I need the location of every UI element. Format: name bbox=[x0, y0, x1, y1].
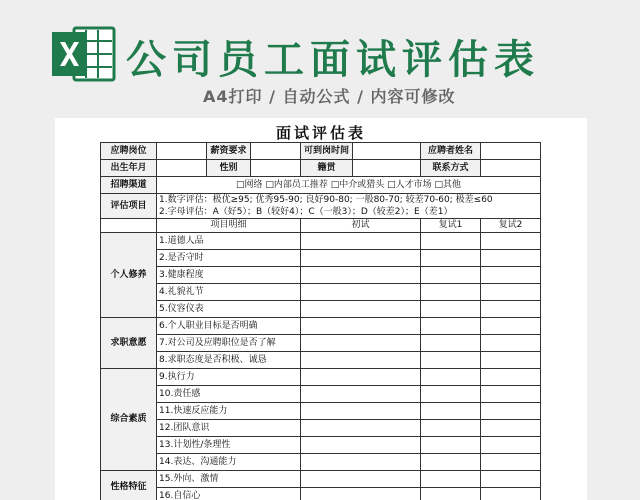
second-score-cell[interactable] bbox=[421, 318, 481, 335]
available-date-cell[interactable] bbox=[353, 143, 421, 160]
table-row bbox=[101, 318, 541, 335]
applicant-name-label: 应聘者姓名 bbox=[421, 143, 481, 160]
third-score-cell[interactable] bbox=[481, 352, 541, 369]
hometown-label: 籍贯 bbox=[301, 160, 353, 177]
item-label: 12.团队意识 bbox=[157, 420, 301, 437]
first-score-cell[interactable] bbox=[301, 284, 421, 301]
item-label: 15.外向、激情 bbox=[157, 471, 301, 488]
second-score-cell[interactable] bbox=[421, 420, 481, 437]
second-score-cell[interactable] bbox=[421, 386, 481, 403]
first-score-cell[interactable] bbox=[301, 250, 421, 267]
third-score-cell[interactable] bbox=[481, 403, 541, 420]
first-score-cell[interactable] bbox=[301, 454, 421, 471]
item-label: 3.健康程度 bbox=[157, 267, 301, 284]
interview-form-table bbox=[100, 142, 541, 500]
third-score-cell[interactable] bbox=[481, 267, 541, 284]
third-score-cell[interactable] bbox=[481, 386, 541, 403]
table-row bbox=[101, 267, 541, 284]
first-score-cell[interactable] bbox=[301, 437, 421, 454]
second-score-cell[interactable] bbox=[421, 369, 481, 386]
second-score-cell[interactable] bbox=[421, 471, 481, 488]
birth-cell[interactable] bbox=[157, 160, 207, 177]
item-label: 7.对公司及应聘职位是否了解 bbox=[157, 335, 301, 352]
header-detail: 项目明细 bbox=[157, 219, 301, 233]
table-row bbox=[101, 403, 541, 420]
table-row bbox=[101, 437, 541, 454]
item-label: 16.自信心 bbox=[157, 488, 301, 500]
second-score-cell[interactable] bbox=[421, 454, 481, 471]
first-score-cell[interactable] bbox=[301, 301, 421, 318]
group-label: 求职意愿 bbox=[101, 318, 157, 369]
item-label: 2.是否守时 bbox=[157, 250, 301, 267]
channel-label: 招聘渠道 bbox=[101, 177, 157, 194]
page-title: 公司员工面试评估表 bbox=[126, 37, 540, 83]
item-label: 9.执行力 bbox=[157, 369, 301, 386]
eval-rule-1: 1.数字评估：极优≥95; 优秀95-90; 良好90-80; 一般80-70; 较差70-60; 极差≤60 bbox=[157, 194, 541, 207]
contact-label: 联系方式 bbox=[421, 160, 481, 177]
eval-label: 评估项目 bbox=[101, 194, 157, 219]
first-score-cell[interactable] bbox=[301, 352, 421, 369]
second-score-cell[interactable] bbox=[421, 403, 481, 420]
second-score-cell[interactable] bbox=[421, 250, 481, 267]
excel-icon bbox=[52, 24, 116, 84]
spreadsheet-preview bbox=[55, 118, 587, 500]
applicant-name-cell[interactable] bbox=[481, 143, 541, 160]
first-score-cell[interactable] bbox=[301, 471, 421, 488]
gender-cell[interactable] bbox=[251, 160, 301, 177]
third-score-cell[interactable] bbox=[481, 233, 541, 250]
first-score-cell[interactable] bbox=[301, 267, 421, 284]
item-label: 13.计划性/条理性 bbox=[157, 437, 301, 454]
group-label: 综合素质 bbox=[101, 369, 157, 471]
hometown-cell[interactable] bbox=[353, 160, 421, 177]
third-score-cell[interactable] bbox=[481, 318, 541, 335]
third-score-cell[interactable] bbox=[481, 335, 541, 352]
header-second-1: 复试1 bbox=[421, 219, 481, 233]
third-score-cell[interactable] bbox=[481, 471, 541, 488]
second-score-cell[interactable] bbox=[421, 352, 481, 369]
table-row bbox=[101, 454, 541, 471]
position-cell[interactable] bbox=[157, 143, 207, 160]
gender-label: 性别 bbox=[207, 160, 251, 177]
table-row bbox=[101, 369, 541, 386]
second-score-cell[interactable] bbox=[421, 267, 481, 284]
birth-label: 出生年月 bbox=[101, 160, 157, 177]
header-row bbox=[101, 219, 541, 233]
first-score-cell[interactable] bbox=[301, 386, 421, 403]
table-row bbox=[101, 335, 541, 352]
table-row bbox=[101, 386, 541, 403]
second-score-cell[interactable] bbox=[421, 284, 481, 301]
third-score-cell[interactable] bbox=[481, 284, 541, 301]
first-score-cell[interactable] bbox=[301, 233, 421, 250]
form-row-1 bbox=[101, 143, 541, 160]
item-label: 5.仪容仪表 bbox=[157, 301, 301, 318]
item-label: 8.求职态度是否积极、诚恳 bbox=[157, 352, 301, 369]
eval-row-1 bbox=[101, 194, 541, 207]
third-score-cell[interactable] bbox=[481, 250, 541, 267]
form-row-2 bbox=[101, 160, 541, 177]
page-subtitle: A4打印 / 自动公式 / 内容可修改 bbox=[203, 87, 456, 106]
item-label: 11.快速反应能力 bbox=[157, 403, 301, 420]
third-score-cell[interactable] bbox=[481, 369, 541, 386]
eval-row-2 bbox=[101, 206, 541, 219]
group-label: 个人修养 bbox=[101, 233, 157, 318]
table-row bbox=[101, 352, 541, 369]
channel-row bbox=[101, 177, 541, 194]
table-row bbox=[101, 471, 541, 488]
second-score-cell[interactable] bbox=[421, 488, 481, 500]
table-row bbox=[101, 420, 541, 437]
second-score-cell[interactable] bbox=[421, 335, 481, 352]
item-label: 1.道德人品 bbox=[157, 233, 301, 250]
second-score-cell[interactable] bbox=[421, 437, 481, 454]
first-score-cell[interactable] bbox=[301, 318, 421, 335]
first-score-cell[interactable] bbox=[301, 403, 421, 420]
sheet-title: 面试评估表 bbox=[275, 124, 366, 142]
second-score-cell[interactable] bbox=[421, 301, 481, 318]
first-score-cell[interactable] bbox=[301, 369, 421, 386]
third-score-cell[interactable] bbox=[481, 488, 541, 500]
table-row bbox=[101, 250, 541, 267]
first-score-cell[interactable] bbox=[301, 488, 421, 500]
table-row bbox=[101, 233, 541, 250]
banner bbox=[0, 0, 640, 118]
item-label: 10.责任感 bbox=[157, 386, 301, 403]
header-first: 初试 bbox=[301, 219, 421, 233]
table-row bbox=[101, 488, 541, 500]
eval-rule-2: 2.字母评估：A（好5）；B（较好4）；C（一般3）；D（较差2）；E（差1） bbox=[157, 206, 541, 219]
item-label: 14.表达、沟通能力 bbox=[157, 454, 301, 471]
available-date-label: 可到岗时间 bbox=[301, 143, 353, 160]
header-blank bbox=[101, 219, 157, 233]
second-score-cell[interactable] bbox=[421, 233, 481, 250]
group-label: 性格特征 bbox=[101, 471, 157, 500]
header-second-2: 复试2 bbox=[481, 219, 541, 233]
salary-cell[interactable] bbox=[251, 143, 301, 160]
table-row bbox=[101, 301, 541, 318]
third-score-cell[interactable] bbox=[481, 454, 541, 471]
first-score-cell[interactable] bbox=[301, 335, 421, 352]
first-score-cell[interactable] bbox=[301, 420, 421, 437]
salary-label: 薪资要求 bbox=[207, 143, 251, 160]
contact-cell[interactable] bbox=[481, 160, 541, 177]
item-label: 4.礼貌礼节 bbox=[157, 284, 301, 301]
position-label: 应聘岗位 bbox=[101, 143, 157, 160]
table-row bbox=[101, 284, 541, 301]
evaluation-groups bbox=[101, 233, 541, 500]
item-label: 6.个人职业目标是否明确 bbox=[157, 318, 301, 335]
third-score-cell[interactable] bbox=[481, 420, 541, 437]
third-score-cell[interactable] bbox=[481, 437, 541, 454]
third-score-cell[interactable] bbox=[481, 301, 541, 318]
channel-options[interactable]: □网络 □内部员工推荐 □中介或猎头 □人才市场 □其他 bbox=[157, 177, 541, 194]
